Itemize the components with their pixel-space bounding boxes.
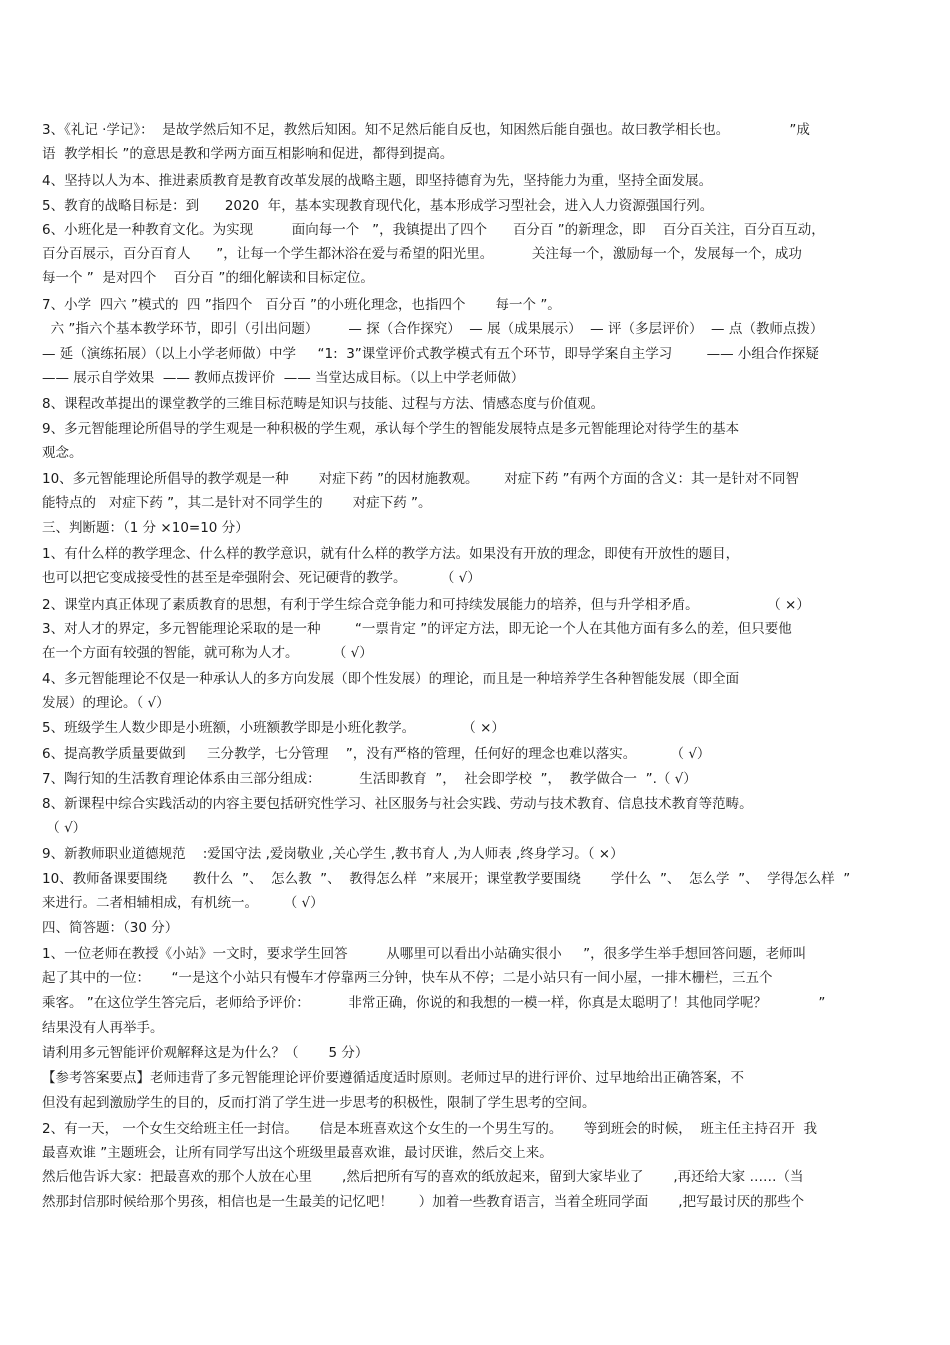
text-line: 6、提高教学质量要做到 三分教学，七分管理 ”，没有严格的管理，任何好的理念也难以落实。 （ √） — [42, 746, 711, 762]
text-line: 10、多元智能理论所倡导的教学观是一种 对症下药 ”的因材施教观。 对症下药 ”有两个方面的含义：其一是针对不同智 — [42, 471, 800, 487]
text-line: — 延（演练拓展）（以上小学老师做）中学 “1: 3”课堂评价式教学模式有五个环节，即导学案自主学习 —— 小组合作探疑 — [42, 346, 819, 362]
text-line: 也可以把它变成接受性的甚至是牵强附会、死记硬背的教学。 （ √） — [42, 570, 481, 586]
section-heading: 三、判断题：（1 分 ×10=10 分） — [42, 520, 249, 536]
text-line: 5、教育的战略目标是：到 2020 年，基本实现教育现代化，基本形成学习型社会，进入人力资源强国行列。 — [42, 198, 714, 214]
text-line: 1、有什么样的教学理念、什么样的教学意识，就有什么样的教学方法。如果没有开放的理念，即使有开放性的题目， — [42, 546, 740, 562]
text-line: 8、新课程中综合实践活动的内容主要包括研究性学习、社区服务与社会实践、劳动与技术教育、信息技术教育等范畴。 — [42, 796, 753, 812]
text-line: （ √） — [42, 820, 87, 836]
text-line: 10、教师备课要围绕 教什么 ”、 怎么教 ”、 教得怎么样 ”来展开；课堂教学要围绕 学什么 ”、 怎么学 ”、 学得怎么样 ” — [42, 871, 851, 887]
text-line: 2、有一天， 一个女生交给班主任一封信。 信是本班喜欢这个女生的一个男生写的。 等到班会的时候， 班主任主持召开 我 — [42, 1121, 817, 1137]
text-line: 2、课堂内真正体现了素质教育的思想，有利于学生综合竞争能力和可持续发展能力的培养，但与升学相矛盾。 （ ×） — [42, 597, 810, 613]
text-line: 乘客。 ”在这位学生答完后，老师给予评价： 非常正确，你说的和我想的一模一样，你真是太聪明了！其他同学呢？ ” — [42, 995, 826, 1011]
text-line: 观念。 — [42, 445, 83, 461]
text-line: 来进行。二者相辅相成，有机统一。 （ √） — [42, 895, 324, 911]
text-line: 最喜欢谁 ”主题班会，让所有同学写出这个班级里最喜欢谁，最讨厌谁，然后交上来。 — [42, 1145, 553, 1161]
text-line: 4、坚持以人为本、推进素质教育是教育改革发展的战略主题，即坚持德育为先，坚持能力为重，坚持全面发展。 — [42, 173, 713, 189]
text-line: 每一个 ” 是对四个 百分百 ”的细化解读和目标定位。 — [42, 270, 374, 286]
text-line: 1、一位老师在教授《小站》一文时，要求学生回答 从哪里可以看出小站确实很小 ”，很多学生举手想回答问题，老师叫 — [42, 946, 807, 962]
text-line: 5、班级学生人数少即是小班额，小班额教学即是小班化教学。 （ ×） — [42, 720, 505, 736]
text-line: 4、多元智能理论不仅是一种承认人的多方向发展（即个性发展）的理论，而且是一种培养学生各种智能发展（即全面 — [42, 671, 740, 687]
text-line: 7、小学 四六 ”模式的 四 ”指四个 百分百 ”的小班化理念，也指四个 每一个 ”。 — [42, 297, 561, 313]
text-line: 7、陶行知的生活教育理论体系由三部分组成： 生活即教育 ”， 社会即学校 ”， 教学做合一 ”.（ √） — [42, 771, 697, 787]
text-line: 3、《礼记 ·学记》： 是故学然后知不足，教然后知困。知不足然后能自反也，知困然后能自强也。故曰教学相长也。 ”成 — [42, 122, 810, 138]
text-line: 9、新教师职业道德规范 :爱国守法 ,爱岗敬业 ,关心学生 ,教书育人 ,为人师表 ,终身学习。（ ×） — [42, 846, 624, 862]
text-line: 能特点的 对症下药 ”，其二是针对不同学生的 对症下药 ”。 — [42, 495, 432, 511]
text-line: 语 教学相长 ”的意思是教和学两方面互相影响和促进，都得到提高。 — [42, 146, 454, 162]
text-line: 3、对人才的界定，多元智能理论采取的是一种 “一票肯定 ”的评定方法，即无论一个人在其他方面有多么的差，但只要他 — [42, 621, 792, 637]
text-line: 然那封信那时候给那个男孩，相信也是一生最美的记忆吧！ ）加着一些教育语言，当着全班同学面 ,把写最讨厌的那些个 — [42, 1194, 805, 1210]
section-heading: 四、简答题：（30 分） — [42, 920, 179, 936]
text-line: 9、多元智能理论所倡导的学生观是一种积极的学生观，承认每个学生的智能发展特点是多元智能理论对待学生的基本 — [42, 421, 740, 437]
text-line: 【参考答案要点】老师违背了多元智能理论评价要遵循适度适时原则。老师过早的进行评价、过早地给出正确答案，不 — [42, 1070, 744, 1086]
text-line: 在一个方面有较强的智能，就可称为人才。 （ √） — [42, 645, 373, 661]
text-line: 发展）的理论。（ √） — [42, 695, 170, 711]
text-line: 请利用多元智能评价观解释这是为什么？（ 5 分） — [42, 1045, 369, 1061]
text-line: 6、小班化是一种教育文化。为实现 面向每一个 ”，我镇提出了四个 百分百 ”的新理念，即 百分百关注，百分百互动， — [42, 222, 825, 238]
text-line: 然后他告诉大家：把最喜欢的那个人放在心里 ,然后把所有写的喜欢的纸放起来，留到大家毕业了 ,再还给大家 ……（当 — [42, 1169, 804, 1185]
text-line: 结果没有人再举手。 — [42, 1020, 164, 1036]
text-line: 六 ”指六个基本教学环节，即引（引出问题） — 探（合作探究） — 展（成果展示） — 评（多层评价） — 点（教师点拨） — [42, 321, 824, 337]
text-line: 百分百展示，百分百育人 ”，让每一个学生都沐浴在爱与希望的阳光里。 关注每一个，激励每一个，发展每一个，成功 — [42, 246, 802, 262]
text-line: —— 展示自学效果 —— 教师点拨评价 —— 当堂达成目标。（以上中学老师做） — [42, 370, 525, 386]
text-line: 起了其中的一位： “一是这个小站只有慢车才停靠两三分钟，快车从不停；二是小站只有一间小屋，一排木栅栏，三五个 — [42, 970, 773, 986]
text-line: 但没有起到激励学生的目的，反而打消了学生进一步思考的积极性，限制了学生思考的空间。 — [42, 1095, 596, 1111]
text-line: 8、课程改革提出的课堂教学的三维目标范畴是知识与技能、过程与方法、情感态度与价值观。 — [42, 396, 605, 412]
